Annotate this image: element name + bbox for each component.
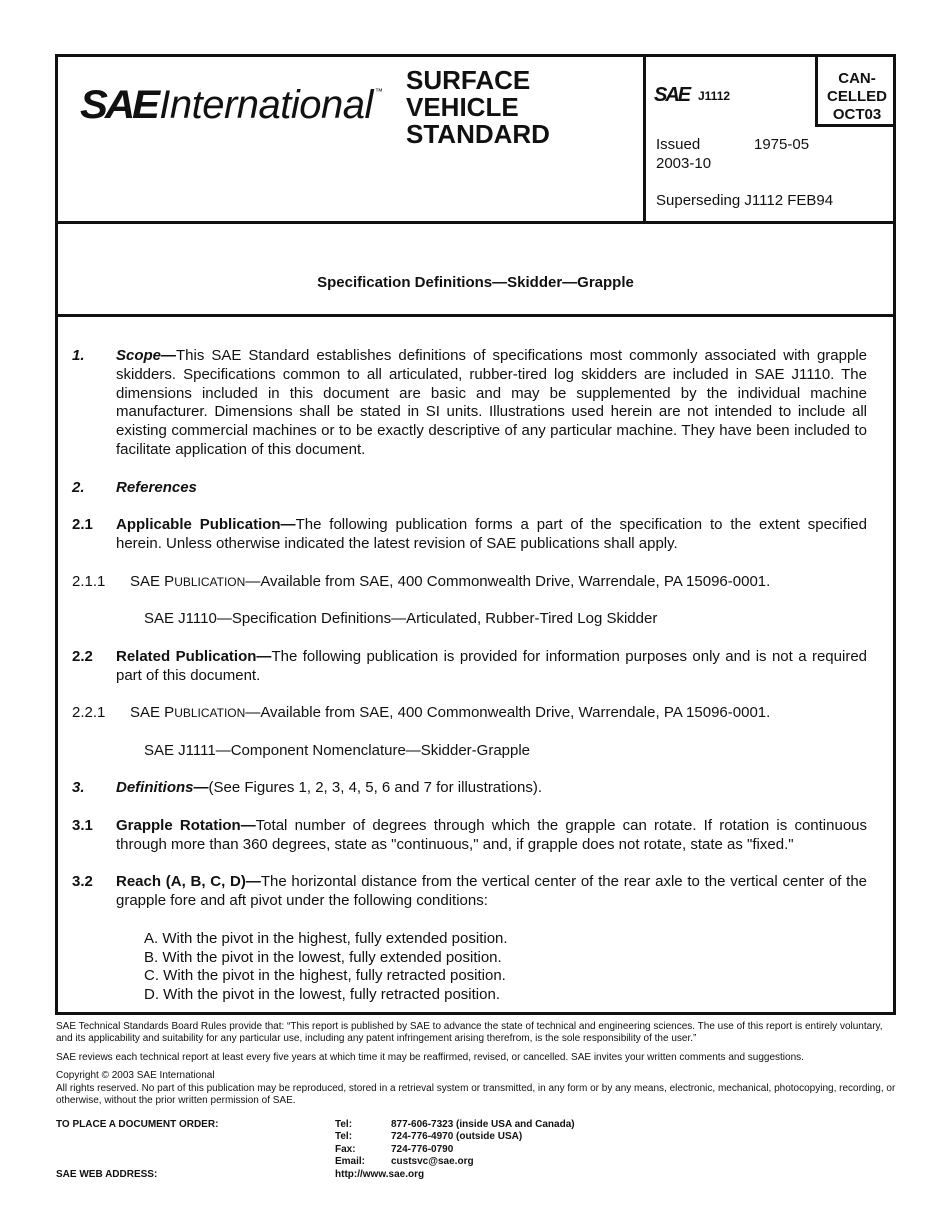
- section-heading: Scope—: [116, 347, 177, 364]
- section-number: 2.: [72, 478, 85, 496]
- section-number: 2.1: [72, 516, 93, 534]
- section-1: [72, 347, 867, 460]
- publication-smallcaps: UBLICATION: [174, 706, 246, 721]
- contact-key: Fax:: [335, 1143, 356, 1155]
- reference-item: SAE J1111—Component Nomenclature—Skidder-Grapple: [144, 741, 531, 759]
- review-text: SAE reviews each technical report at least every five years at which time it may be reaffirmed, revised, or cancelled. SAE invites your written comments and suggestions.: [56, 1051, 804, 1063]
- web-address-link[interactable]: http://www.sae.org: [335, 1168, 425, 1180]
- document-frame: [55, 54, 896, 1015]
- section-heading: References: [116, 478, 197, 496]
- web-address-label: SAE WEB ADDRESS:: [56, 1168, 158, 1180]
- contact-row: [335, 1156, 575, 1168]
- email-link[interactable]: custsvc@sae.org: [391, 1156, 474, 1168]
- section-heading: Related Publication—: [116, 647, 272, 665]
- issued-date: 1975-05: [754, 136, 810, 153]
- contact-key: Tel:: [335, 1131, 353, 1143]
- section-number: 2.2: [72, 647, 93, 665]
- contact-value[interactable]: 724-776-0790: [391, 1143, 454, 1155]
- list-item: C. With the pivot in the highest, fully retracted position.: [144, 967, 506, 985]
- section-number: 1.: [72, 347, 85, 364]
- section-text: The following publication forms a part of the specification to the extent specified herein. Unless otherwise indicated the latest revision of SAE publications shall apply.: [116, 516, 867, 552]
- order-label: TO PLACE A DOCUMENT ORDER:: [56, 1119, 219, 1130]
- contact-row: [335, 1119, 575, 1131]
- standard-type-line: VEHICLE: [406, 92, 519, 122]
- trademark-symbol: ™: [374, 87, 383, 96]
- document-info-box: [643, 57, 893, 224]
- section-text: This SAE Standard establishes definitions of specifications most commonly associated with grapple skidders. Specifications common to all articulated, rubber-tired log skidders are included in SAE J1110. The dimensions included in this document are basic and may be supplemented by the individual machine manufacturer. Dimensions shall be stated in SI units. Illustrations used herein are not intended to include all existing commercial machines or to be exactly descriptive of any particular machine. They have been included to facilitate application of this document.: [116, 347, 867, 458]
- copyright-text: Copyright © 2003 SAE International: [56, 1070, 215, 1082]
- list-item: B. With the pivot in the lowest, fully extended position.: [144, 948, 502, 966]
- section-number: 3.2: [72, 873, 93, 891]
- section-text: Total number of degrees through which the grapple can rotate. If rotation is continuous through more than 360 degrees, state as "continuous," and, if grapple does not rotate, state as "fixed.": [116, 816, 868, 853]
- publication-prefix: SAE P: [130, 572, 175, 590]
- sae-international-logo: [80, 83, 383, 127]
- section-2-1: [72, 516, 867, 554]
- section-2-2-1: [72, 704, 867, 723]
- section-number: 2.1.1: [72, 572, 106, 590]
- standard-type-line: STANDARD: [406, 119, 550, 149]
- status-line: CAN-: [838, 70, 876, 87]
- standard-type-line: SURFACE: [406, 65, 531, 95]
- section-text: —Available from SAE, 400 Commonwealth Drive, Warrendale, PA 15096-0001.: [245, 704, 771, 722]
- section-text: The horizontal distance from the vertical center of the rear axle to the vertical center of the grapple fore and aft pivot under the following conditions:: [116, 873, 868, 910]
- logo-international-text: International: [159, 83, 373, 127]
- section-heading: Definitions—: [116, 779, 209, 797]
- status-line: OCT03: [832, 106, 882, 123]
- status-badge: [815, 57, 896, 127]
- board-rules-text: SAE Technical Standards Board Rules provide that: “This report is published by SAE to advance the state of technical and engineering sciences. The use of this report is entirely voluntary, and its applicability and suitability for any particular use, including any patent infringement arising therefrom, is the sole responsibility of the user.”: [56, 1021, 883, 1045]
- section-text: —Available from SAE, 400 Commonwealth Drive, Warrendale, PA 15096-0001.: [245, 572, 771, 590]
- issue-info: [656, 135, 886, 210]
- standard-type-title: [406, 67, 550, 148]
- issued-label: Issued: [656, 136, 701, 153]
- contact-value[interactable]: 877-606-7323 (inside USA and Canada): [391, 1119, 575, 1130]
- contact-value[interactable]: 724-776-4970 (outside USA): [391, 1131, 523, 1143]
- section-number: 3.: [72, 779, 85, 797]
- section-text: The following publication is provided for information purposes only and is not a required part of this document.: [116, 647, 867, 684]
- reference-item: SAE J1110—Specification Definitions—Articulated, Rubber-Tired Log Skidder: [144, 610, 658, 628]
- section-heading: Applicable Publication—: [116, 516, 296, 534]
- section-2: [72, 479, 867, 498]
- rights-text: All rights reserved. No part of this publication may be reproduced, stored in a retrieval system or transmitted, in any form or by any means, electronic, mechanical, photocopying, recording, or otherwise, without the prior written permission of SAE.: [56, 1082, 896, 1107]
- section-2-2: [72, 648, 867, 686]
- contact-key: Tel:: [335, 1119, 353, 1130]
- logo-sae-text: SAE: [80, 83, 157, 127]
- list-item: D. With the pivot in the lowest, fully retracted position.: [144, 986, 500, 1004]
- section-heading: Reach (A, B, C, D)—: [116, 873, 261, 891]
- footer-notice: [56, 1021, 896, 1107]
- section-heading: Grapple Rotation—: [116, 816, 256, 834]
- section-3: [72, 779, 867, 798]
- superseding-note: Superseding J1112 FEB94: [656, 192, 834, 209]
- publication-smallcaps: UBLICATION: [174, 574, 246, 589]
- section-3-1: [72, 817, 867, 855]
- contact-key: Email:: [335, 1156, 366, 1168]
- status-line: CELLED: [827, 88, 887, 105]
- section-3-2: [72, 873, 867, 911]
- title-band: [58, 227, 893, 317]
- document-id-row: [646, 57, 816, 127]
- document-title: Specification Definitions—Skidder—Grapple: [317, 274, 634, 291]
- contact-row: [335, 1144, 575, 1156]
- document-header: [58, 57, 893, 224]
- contact-row: [335, 1131, 575, 1143]
- section-number: 3.1: [72, 816, 93, 834]
- section-number: 2.2.1: [72, 704, 106, 722]
- document-number: J1112: [698, 89, 731, 103]
- publication-prefix: SAE P: [130, 704, 175, 722]
- condition-list: [72, 930, 867, 1005]
- list-item: A. With the pivot in the highest, fully extended position.: [144, 929, 508, 947]
- section-text: (See Figures 1, 2, 3, 4, 5, 6 and 7 for illustrations).: [208, 779, 543, 797]
- section-2-1-1: [72, 573, 867, 592]
- mini-sae-logo: SAE: [654, 84, 690, 106]
- cancelled-date: 2003-10: [656, 155, 712, 172]
- document-body: [72, 347, 867, 1005]
